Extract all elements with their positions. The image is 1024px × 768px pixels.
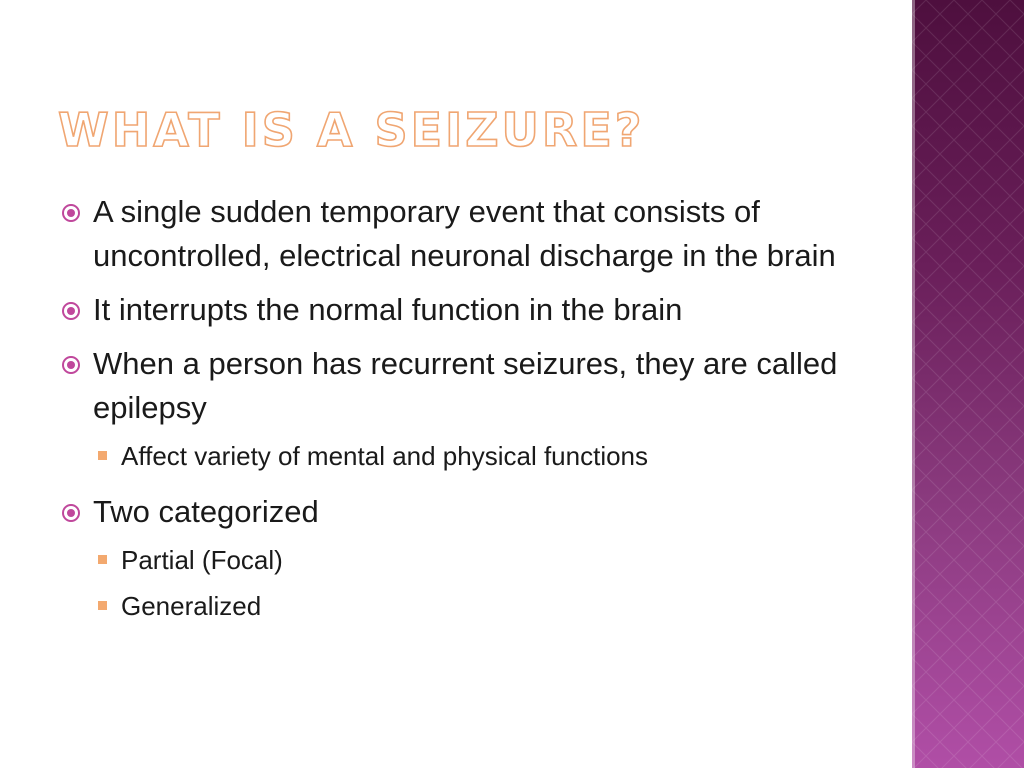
bullet-text: When a person has recurrent seizures, they are called epilepsy (93, 346, 838, 425)
bullet-text: A single sudden temporary event that consists of uncontrolled, electrical neuronal discharge in the brain (93, 194, 836, 273)
slide-title: WHAT IS A SEIZURE? (58, 103, 645, 157)
sub-bullet-item (58, 584, 878, 628)
circle-bullet-icon (62, 504, 80, 522)
bullet-item (58, 288, 878, 332)
spacer (58, 480, 878, 490)
sub-bullet-item (58, 434, 878, 478)
bullet-text: Two categorized (93, 494, 319, 529)
sub-bullet-text: Affect variety of mental and physical functions (121, 441, 649, 471)
circle-bullet-icon (62, 356, 80, 374)
circle-bullet-icon (62, 204, 80, 222)
bullet-item (58, 190, 878, 278)
slide-body (58, 190, 878, 630)
square-bullet-icon (98, 601, 107, 610)
circle-bullet-icon (62, 302, 80, 320)
sub-bullet-item (58, 538, 878, 582)
bullet-text: It interrupts the normal function in the brain (93, 292, 683, 327)
bullet-item (58, 342, 878, 430)
sub-bullet-text: Partial (Focal) (121, 545, 283, 575)
diamond-pattern (912, 0, 1024, 768)
sub-bullet-text: Generalized (121, 591, 262, 621)
square-bullet-icon (98, 555, 107, 564)
square-bullet-icon (98, 451, 107, 460)
decorative-side-band (912, 0, 1024, 768)
bullet-item (58, 490, 878, 534)
